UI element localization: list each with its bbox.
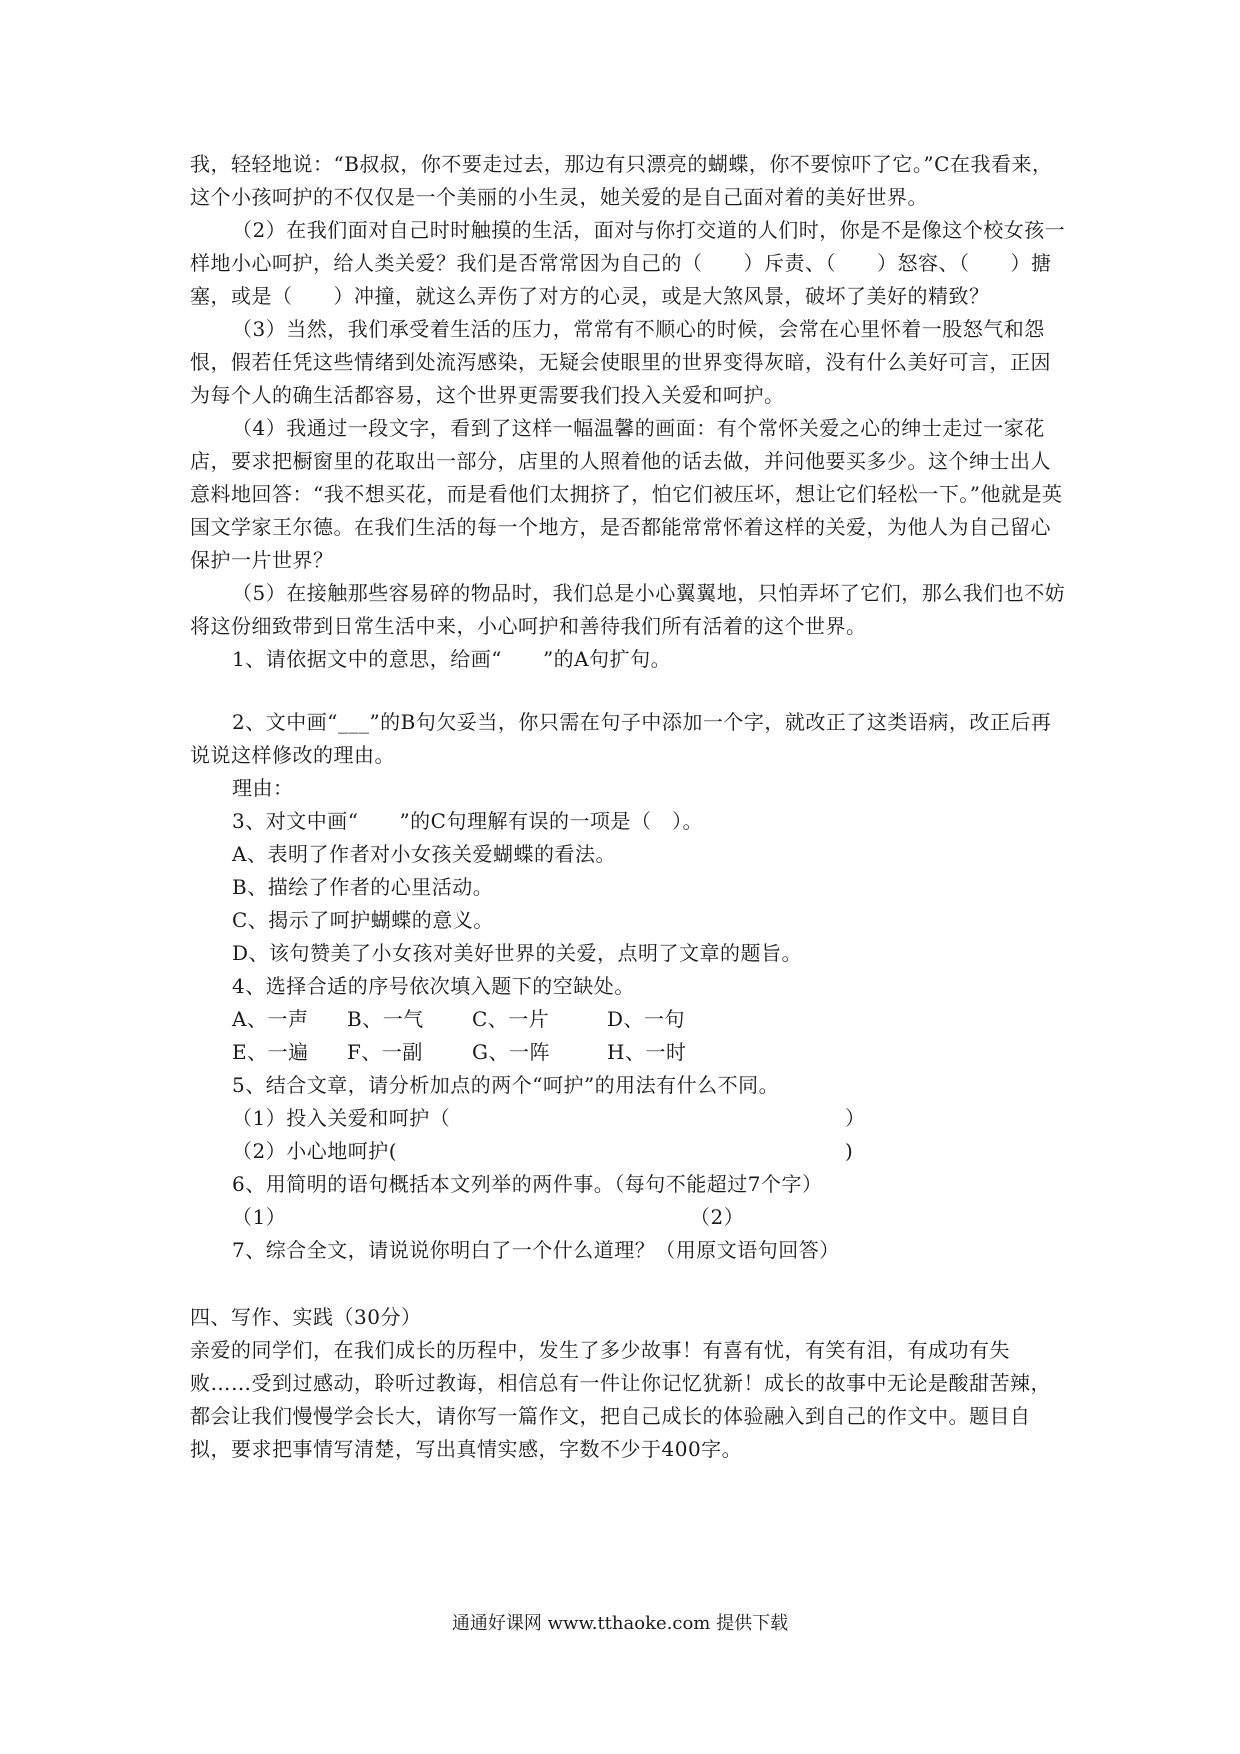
option-b: B、一气 (347, 1007, 424, 1031)
question-7: 7、综合全文，请说说你明白了一个什么道理？（用原文语句回答） (232, 1238, 840, 1262)
passage-paragraph-4: （4）我通过一段文字，看到了这样一幅温馨的画面：有个常怀关爱之心的绅士走过一家花店，要求把橱窗里的花取出一部分，店里的人照着他的话去做，并问他要买多少。这个绅士出人意料地回答：“我不想买花，而是看他们太拥挤了，怕它们被压坏，想让它们轻松一下。”他就是英国文学家王尔德。在我们生活的每一个地方，是否都能常常怀着这样的关爱，为他人为自己留心保护一片世界？ (190, 416, 1063, 572)
writing-section-title: 四、写作、实践（30分） (190, 1305, 422, 1329)
option-f: F、一副 (347, 1040, 423, 1064)
section-gap (190, 1267, 1070, 1301)
option-d: D、一句 (607, 1007, 686, 1031)
passage-paragraph-1: 我，轻轻地说：“B叔叔，你不要走过去，那边有只漂亮的蝴蝶，你不要惊吓了它。”C在我看来，这个小孩呵护的不仅仅是一个美丽的小生灵，她关爱的是自己面对着的美好世界。 (190, 152, 1053, 209)
question-4: 4、选择合适的序号依次填入题下的空缺处。 (232, 974, 635, 998)
question-1: 1、请依据文中的意思，给画“ ”的A句扩句。 (232, 647, 672, 671)
passage-paragraph-5: （5）在接触那些容易碎的物品时，我们总是小心翼翼地，只怕弄坏了它们，那么我们也不妨将这份细致带到日常生活中来，小心呵护和善待我们所有活着的这个世界。 (190, 581, 1066, 638)
question-5-answer-1 (190, 1102, 1070, 1135)
passage-paragraph-2: （2）在我们面对自己时时触摸的生活，面对与你打交道的人们时，你是不是像这个校女孩一样地小心呵护，给人类关爱？我们是否常常因为自己的（ ）斥责、（ ）怒容、（ ）搪塞，或是（ ）冲撞，就这么弄伤了对方的心灵，或是大煞风景，破坏了美好的精致？ (190, 218, 1066, 308)
option-e: E、一遍 (232, 1040, 309, 1064)
page-footer: 通通好课网 www.tthaoke.com 提供下载 (451, 1613, 789, 1634)
q6-part-2-label: （2） (690, 1205, 745, 1229)
question-3-option-c: C、揭示了呵护蝴蝶的意义。 (232, 908, 494, 932)
question-3: 3、对文中画“ ”的C句理解有误的一项是（ ）。 (232, 809, 703, 833)
q6-part-1-label: （1） (232, 1205, 287, 1229)
answer-space-1 (190, 676, 1070, 706)
question-3-option-a: A、表明了作者对小女孩关爱蝴蝶的看法。 (232, 842, 616, 866)
q5-part-1-label: （1）投入关爱和呵护（ (232, 1106, 451, 1130)
question-3-option-d: D、该句赞美了小女孩对美好世界的关爱，点明了文章的题旨。 (232, 941, 803, 965)
question-6: 6、用简明的语句概括本文列举的两件事。（每句不能超过7个字） (232, 1172, 823, 1196)
q5-part-2-label: （2）小心地呵护( (232, 1139, 398, 1163)
option-g: G、一阵 (472, 1040, 550, 1064)
option-h: H、一时 (607, 1040, 687, 1064)
question-4-options-row-2 (190, 1036, 1070, 1069)
option-a: A、一声 (232, 1007, 309, 1031)
writing-prompt: 亲爱的同学们，在我们成长的历程中，发生了多少故事！有喜有忧，有笑有泪，有成功有失败……受到过感动，聆听过教诲，相信总有一件让你记忆犹新！成长的故事中无论是酸甜苦辣，都会让我们慢慢学会长大，请你写一篇作文，把自己成长的体验融入到自己的作文中。题目自拟，要求把事情写清楚，写出真情实感，字数不少于400字。 (190, 1338, 1051, 1461)
question-5-answer-2 (190, 1135, 1070, 1168)
question-2: 2、文中画“___”的B句欠妥当，你只需在句子中添加一个字，就改正了这类语病，改正后再说说这样修改的理由。 (190, 710, 1052, 767)
question-6-answers (190, 1201, 1070, 1234)
passage-paragraph-3: （3）当然，我们承受着生活的压力，常常有不顺心的时候，会常在心里怀着一股怒气和怨恨，假若任凭这些情绪到处流泻感染，无疑会使眼里的世界变得灰暗，没有什么美好可言，正因为每个人的确生活都容易，这个世界更需要我们投入关爱和呵护。 (190, 317, 1051, 407)
question-2-reason: 理由： (232, 776, 294, 800)
page-content (190, 148, 1070, 1466)
question-4-options-row-1 (190, 1003, 1070, 1036)
question-5: 5、结合文章，请分析加点的两个“呵护”的用法有什么不同。 (232, 1073, 780, 1097)
q5-part-2-close: ) (845, 1139, 854, 1163)
question-3-option-b: B、描绘了作者的心里活动。 (232, 875, 494, 899)
q5-part-1-close: ） (845, 1106, 866, 1130)
option-c: C、一片 (472, 1007, 550, 1031)
